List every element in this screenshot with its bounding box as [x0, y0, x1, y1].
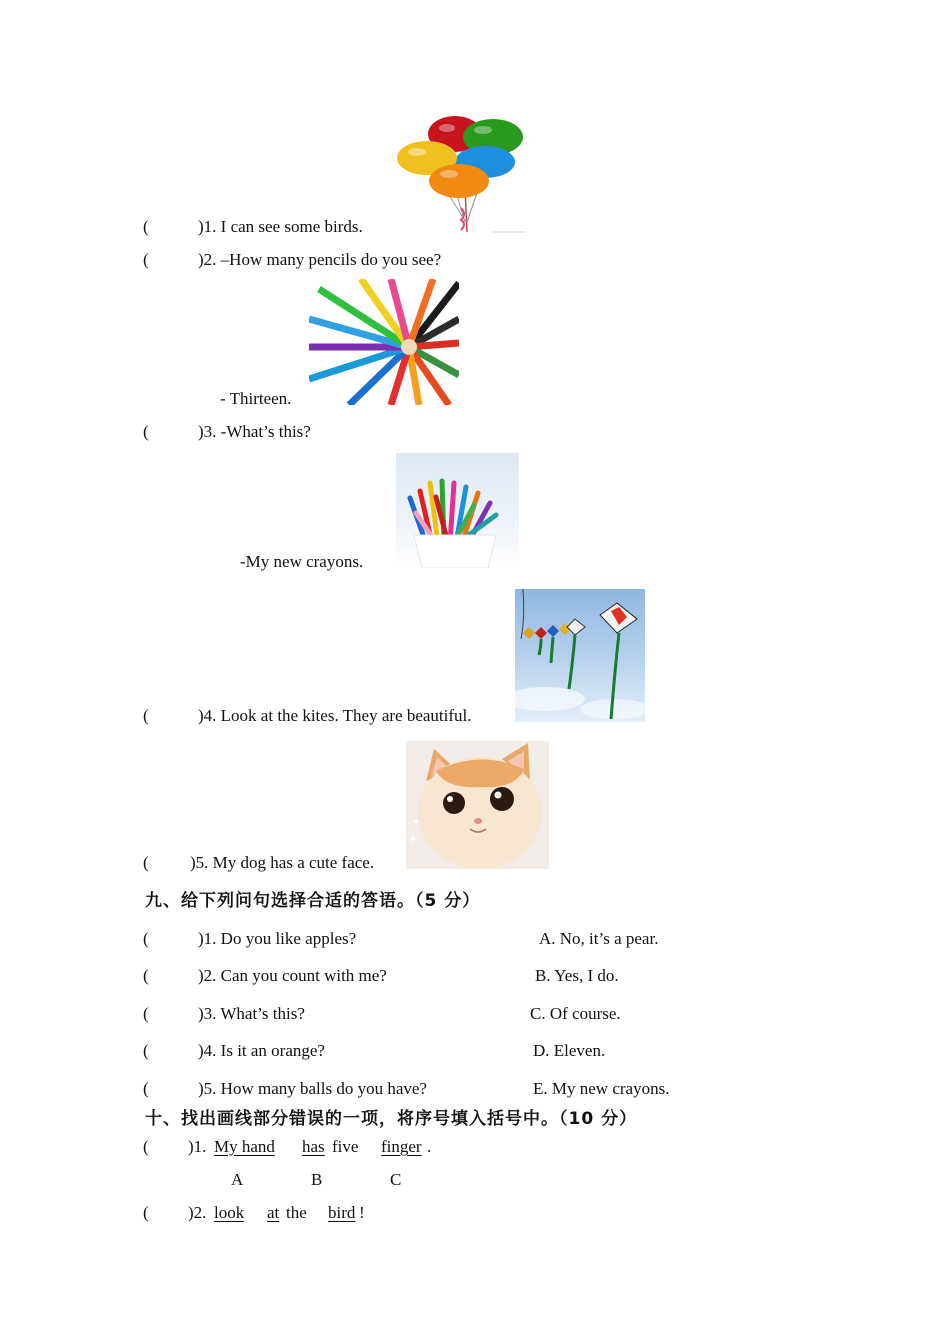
section-9-title: 九、给下列问句选择合适的答语。（5 分）: [145, 891, 481, 911]
underlined-part-c: finger: [381, 1137, 422, 1156]
answer-option: A. No, it’s a pear.: [539, 929, 659, 948]
paren-open: (: [143, 1041, 149, 1060]
plain-word: the: [286, 1203, 307, 1222]
question-text: )4. Is it an orange?: [198, 1041, 325, 1060]
answer-option: D. Eleven.: [533, 1041, 606, 1060]
option-label-c: C: [390, 1170, 402, 1189]
answer-reply: - Thirteen.: [220, 389, 292, 408]
punctuation: !: [359, 1203, 365, 1222]
question-text: )1. I can see some birds.: [198, 217, 363, 236]
option-label-a: A: [231, 1170, 244, 1189]
question-number: )2.: [188, 1203, 207, 1222]
paren-open: (: [143, 1137, 149, 1156]
colored-pencils-image: [309, 279, 459, 405]
underlined-part-a: My hand: [214, 1137, 275, 1156]
question-text: )3. -What’s this?: [198, 422, 311, 441]
paren-open: (: [143, 966, 149, 985]
question-text: )3. What’s this?: [198, 1004, 305, 1023]
question-text: )1. Do you like apples?: [198, 929, 357, 948]
paren-open: (: [143, 853, 149, 872]
option-label-b: B: [311, 1170, 323, 1189]
question-number: )1.: [188, 1137, 207, 1156]
answer-option: C. Of course.: [530, 1004, 621, 1023]
question-text: )5. My dog has a cute face.: [190, 853, 375, 872]
question-text: )4. Look at the kites. They are beautiful.: [198, 706, 472, 725]
punctuation: .: [427, 1137, 432, 1156]
question-text: )2. –How many pencils do you see?: [198, 250, 442, 269]
paren-open: (: [143, 250, 149, 269]
underlined-part-b: has: [302, 1137, 325, 1156]
plain-word: five: [332, 1137, 359, 1156]
paren-open: (: [143, 706, 149, 725]
paren-open: (: [143, 422, 149, 441]
question-text: )2. Can you count with me?: [198, 966, 387, 985]
paren-open: (: [143, 929, 149, 948]
answer-reply: -My new crayons.: [240, 552, 364, 571]
answer-option: E. My new crayons.: [533, 1079, 670, 1098]
svg-text:✦: ✦: [408, 832, 419, 846]
kites-image: [515, 589, 645, 722]
paren-open: (: [143, 1079, 149, 1098]
answer-option: B. Yes, I do.: [535, 966, 619, 985]
paren-open: (: [143, 1203, 149, 1222]
paren-open: (: [143, 1004, 149, 1023]
svg-text:✦: ✦: [412, 817, 421, 828]
cat-face-image: [406, 741, 549, 869]
underlined-part-a: look: [214, 1203, 245, 1222]
balloons-image: [393, 112, 528, 236]
paren-open: (: [143, 217, 149, 236]
crayons-cup-image: [396, 453, 519, 568]
section-10-title: 十、找出画线部分错误的一项，将序号填入括号中。（10 分）: [145, 1109, 638, 1129]
underlined-part-c: bird: [328, 1203, 356, 1222]
underlined-part-b: at: [267, 1203, 280, 1222]
question-text: )5. How many balls do you have?: [198, 1079, 427, 1098]
